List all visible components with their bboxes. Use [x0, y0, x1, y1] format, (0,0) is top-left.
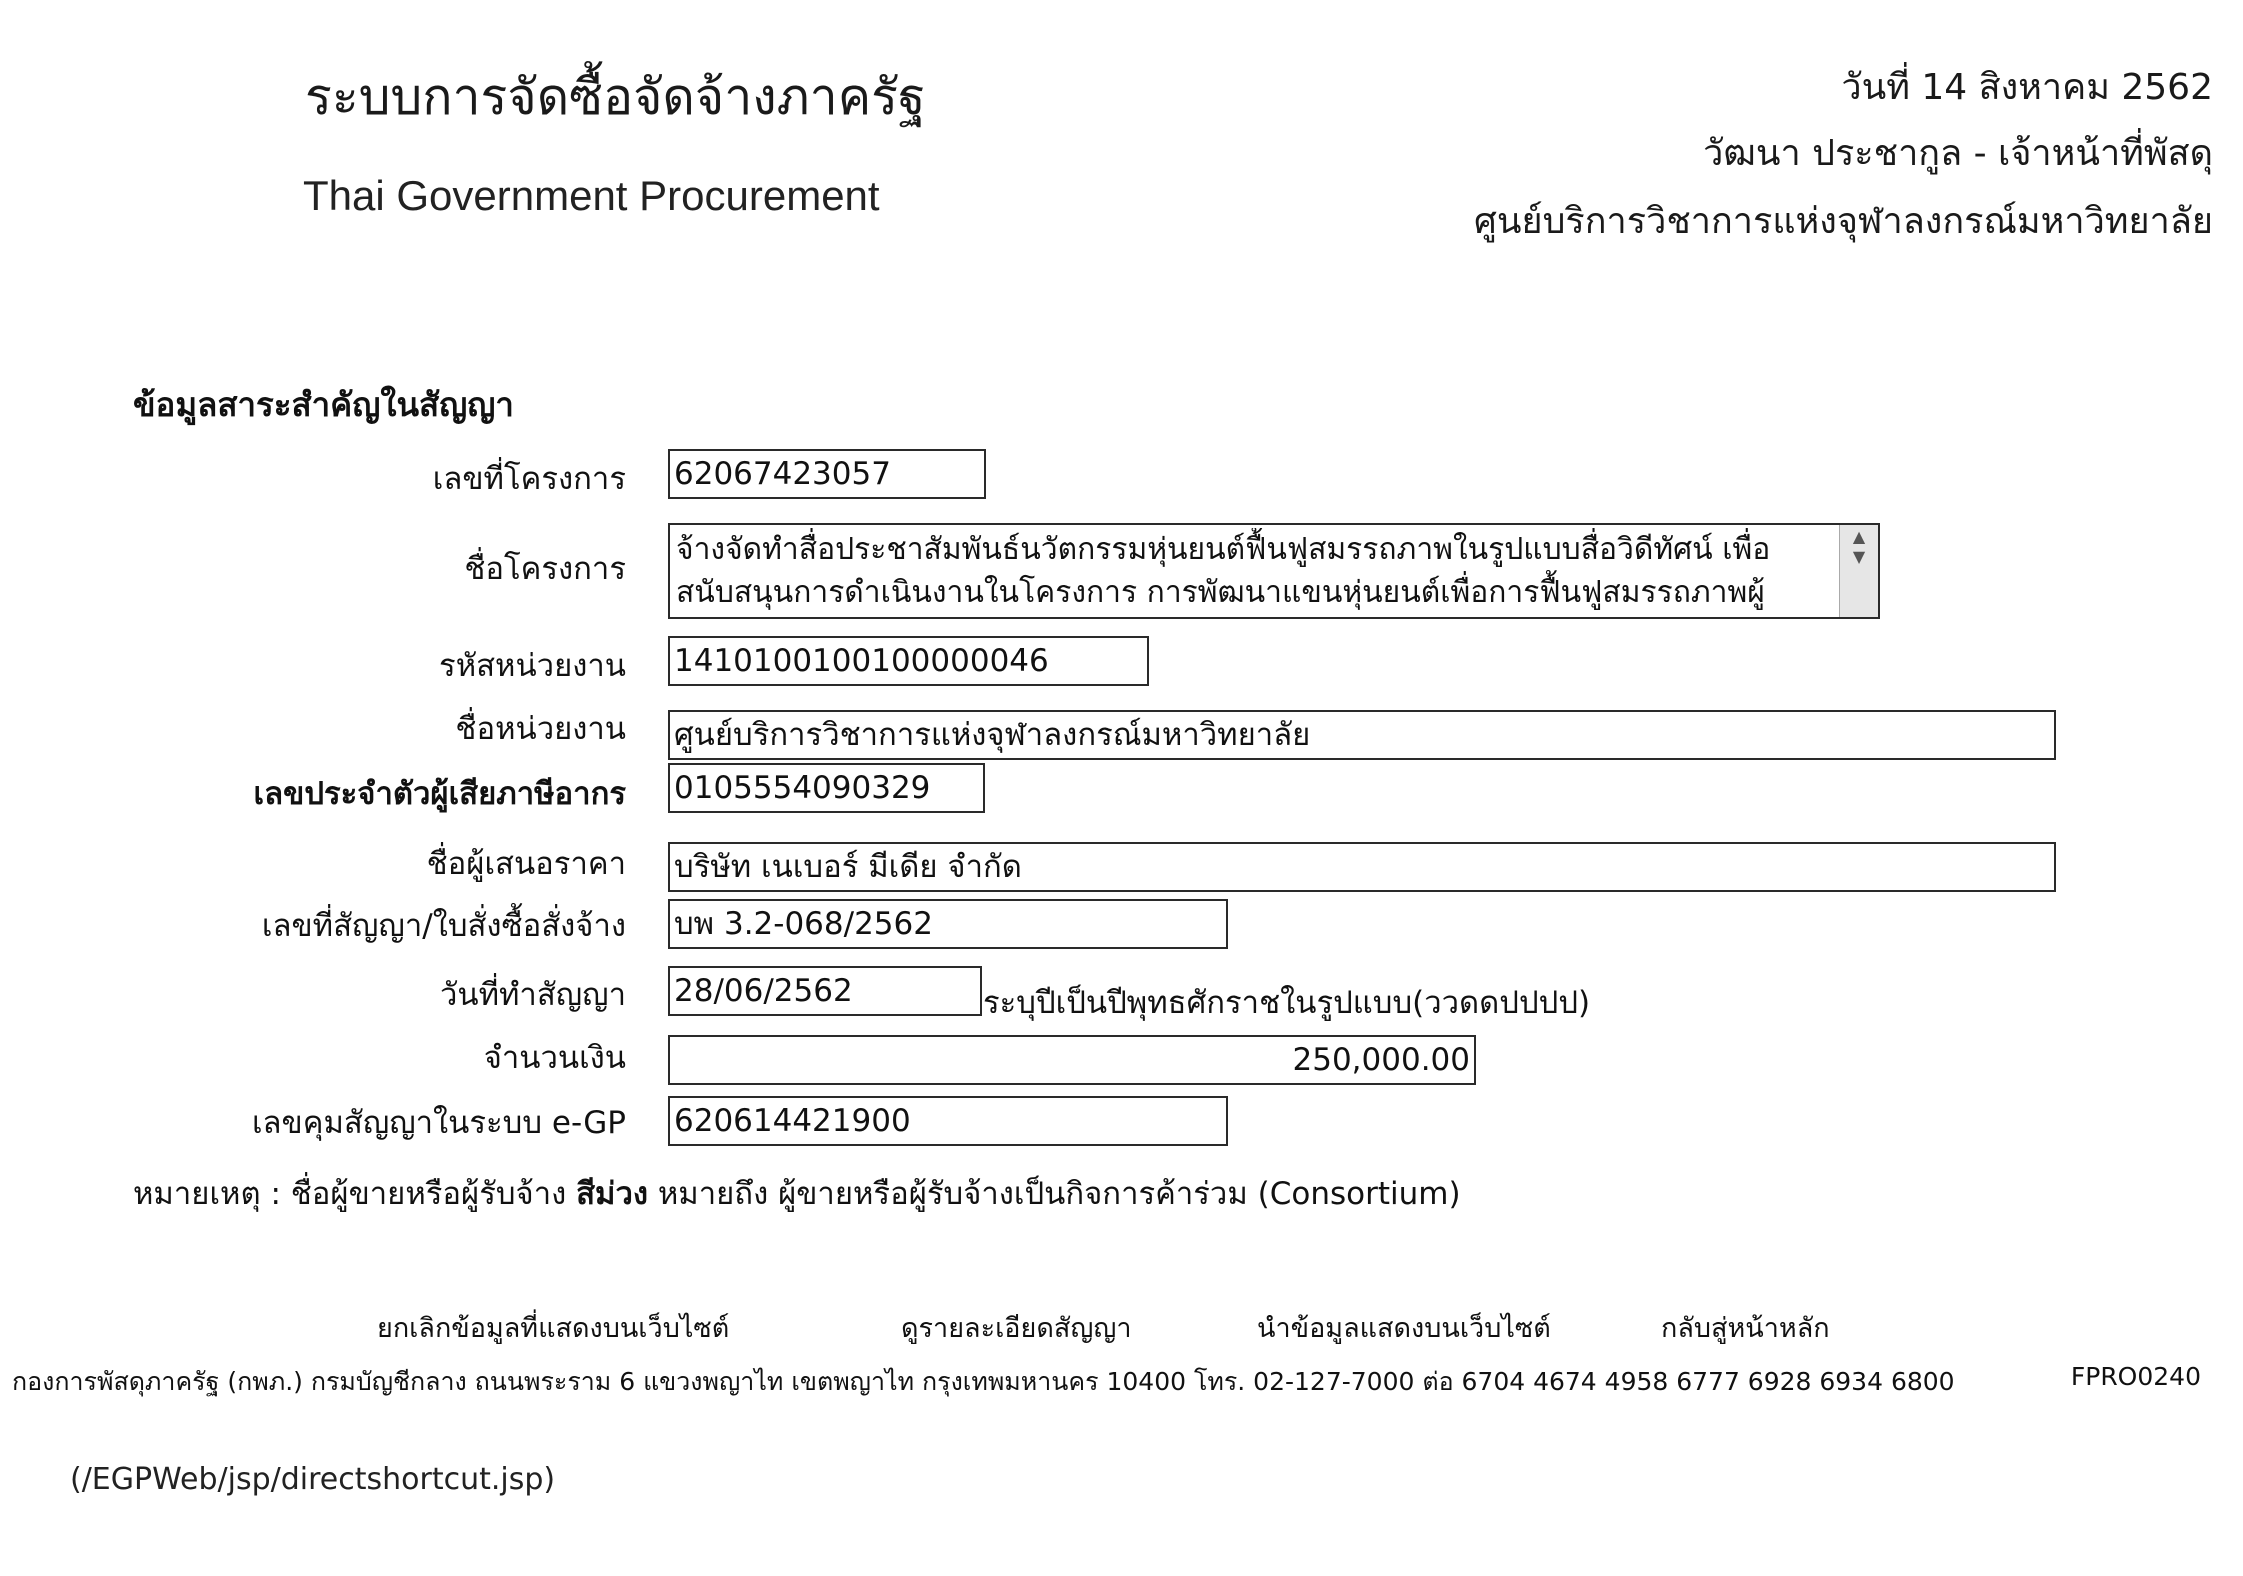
amount-label: จำนวนเงิน	[483, 1040, 626, 1076]
note-highlight: สีม่วง	[576, 1176, 649, 1212]
cancel-display-link[interactable]: ยกเลิกข้อมูลที่แสดงบนเว็บไซต์	[377, 1313, 730, 1344]
view-contract-link[interactable]: ดูรายละเอียดสัญญา	[901, 1313, 1132, 1344]
agency-name-label: ชื่อหน่วยงาน	[455, 711, 626, 747]
contract-date-hint: ระบุปีเป็นปีพุทธศักราชในรูปแบบ(ววดดปปปป)	[983, 985, 1591, 1021]
project-name-textarea[interactable]	[668, 523, 1880, 619]
scroll-down-icon[interactable]: ▼	[1852, 547, 1866, 566]
egp-contract-no-label: เลขคุมสัญญาในระบบ e-GP	[251, 1105, 626, 1141]
project-no-field[interactable]: 62067423057	[668, 449, 986, 499]
project-name-text: จ้างจัดทำสื่อประชาสัมพันธ์นวัตกรรมหุ่นยนต์ฟื้นฟูสมรรถภาพในรูปแบบสื่อวิดีทัศน์ เพื่อสนับสนุนการดำเนินงานในโครงการ การพัฒนาแขนหุ่นยนต์เพื่อการฟื้นฟูสมรรถภาพผู้	[676, 532, 1771, 610]
agency-code-field[interactable]: 1410100100100000046	[668, 636, 1149, 686]
note-suffix: หมายถึง ผู้ขายหรือผู้รับจ้างเป็นกิจการค้าร่วม (Consortium)	[648, 1176, 1461, 1212]
tax-id-label: เลขประจำตัวผู้เสียภาษีอากร	[253, 776, 626, 812]
bidder-name-label: ชื่อผู้เสนอราคา	[426, 846, 626, 882]
contract-no-field[interactable]: บพ 3.2-068/2562	[668, 899, 1228, 949]
agency-code-label: รหัสหน่วยงาน	[439, 648, 626, 684]
section-title: ข้อมูลสาระสำคัญในสัญญา	[133, 385, 514, 424]
egp-contract-no-field[interactable]: 620614421900	[668, 1096, 1228, 1146]
contract-date-label: วันที่ทำสัญญา	[439, 977, 626, 1013]
header-user: วัฒนา ประชากูล - เจ้าหน้าที่พัสดุ	[1703, 133, 2213, 174]
amount-field[interactable]: 250,000.00	[668, 1035, 1476, 1085]
system-title-th: ระบบการจัดซื้อจัดจ้างภาครัฐ	[305, 68, 926, 126]
publish-link[interactable]: นำข้อมูลแสดงบนเว็บไซต์	[1257, 1313, 1551, 1344]
page-path: (/EGPWeb/jsp/directshortcut.jsp)	[70, 1462, 556, 1497]
bidder-name-field[interactable]: บริษัท เนเบอร์ มีเดีย จำกัด	[668, 842, 2056, 892]
note-prefix: หมายเหตุ : ชื่อผู้ขายหรือผู้รับจ้าง	[133, 1176, 577, 1212]
header-organization: ศูนย์บริการวิชาการแห่งจุฬาลงกรณ์มหาวิทยาลัย	[1474, 201, 2213, 242]
agency-name-field[interactable]: ศูนย์บริการวิชาการแห่งจุฬาลงกรณ์มหาวิทยาลัย	[668, 710, 2056, 760]
contract-no-label: เลขที่สัญญา/ใบสั่งซื้อสั่งจ้าง	[261, 908, 626, 944]
project-name-scrollbar[interactable]	[1839, 525, 1878, 617]
header-date: วันที่ 14 สิงหาคม 2562	[1841, 67, 2213, 108]
scroll-up-icon[interactable]: ▲	[1852, 527, 1866, 546]
footer-address: กองการพัสดุภาครัฐ (กพภ.) กรมบัญชีกลาง ถนนพระราม 6 แขวงพญาไท เขตพญาไท กรุงเทพมหานคร 10400 โทร. 02-127-7000 ต่อ 6704 4674 4958 6777 6928 6934 6800	[12, 1367, 1955, 1396]
page-code: FPRO0240	[2070, 1362, 2201, 1391]
home-link[interactable]: กลับสู่หน้าหลัก	[1661, 1313, 1830, 1344]
project-name-label: ชื่อโครงการ	[464, 551, 626, 587]
note	[133, 1168, 1461, 1218]
project-no-label: เลขที่โครงการ	[432, 461, 626, 497]
contract-date-field[interactable]: 28/06/2562	[668, 966, 982, 1016]
system-title-en: Thai Government Procurement	[303, 172, 880, 219]
tax-id-field[interactable]: 0105554090329	[668, 763, 985, 813]
